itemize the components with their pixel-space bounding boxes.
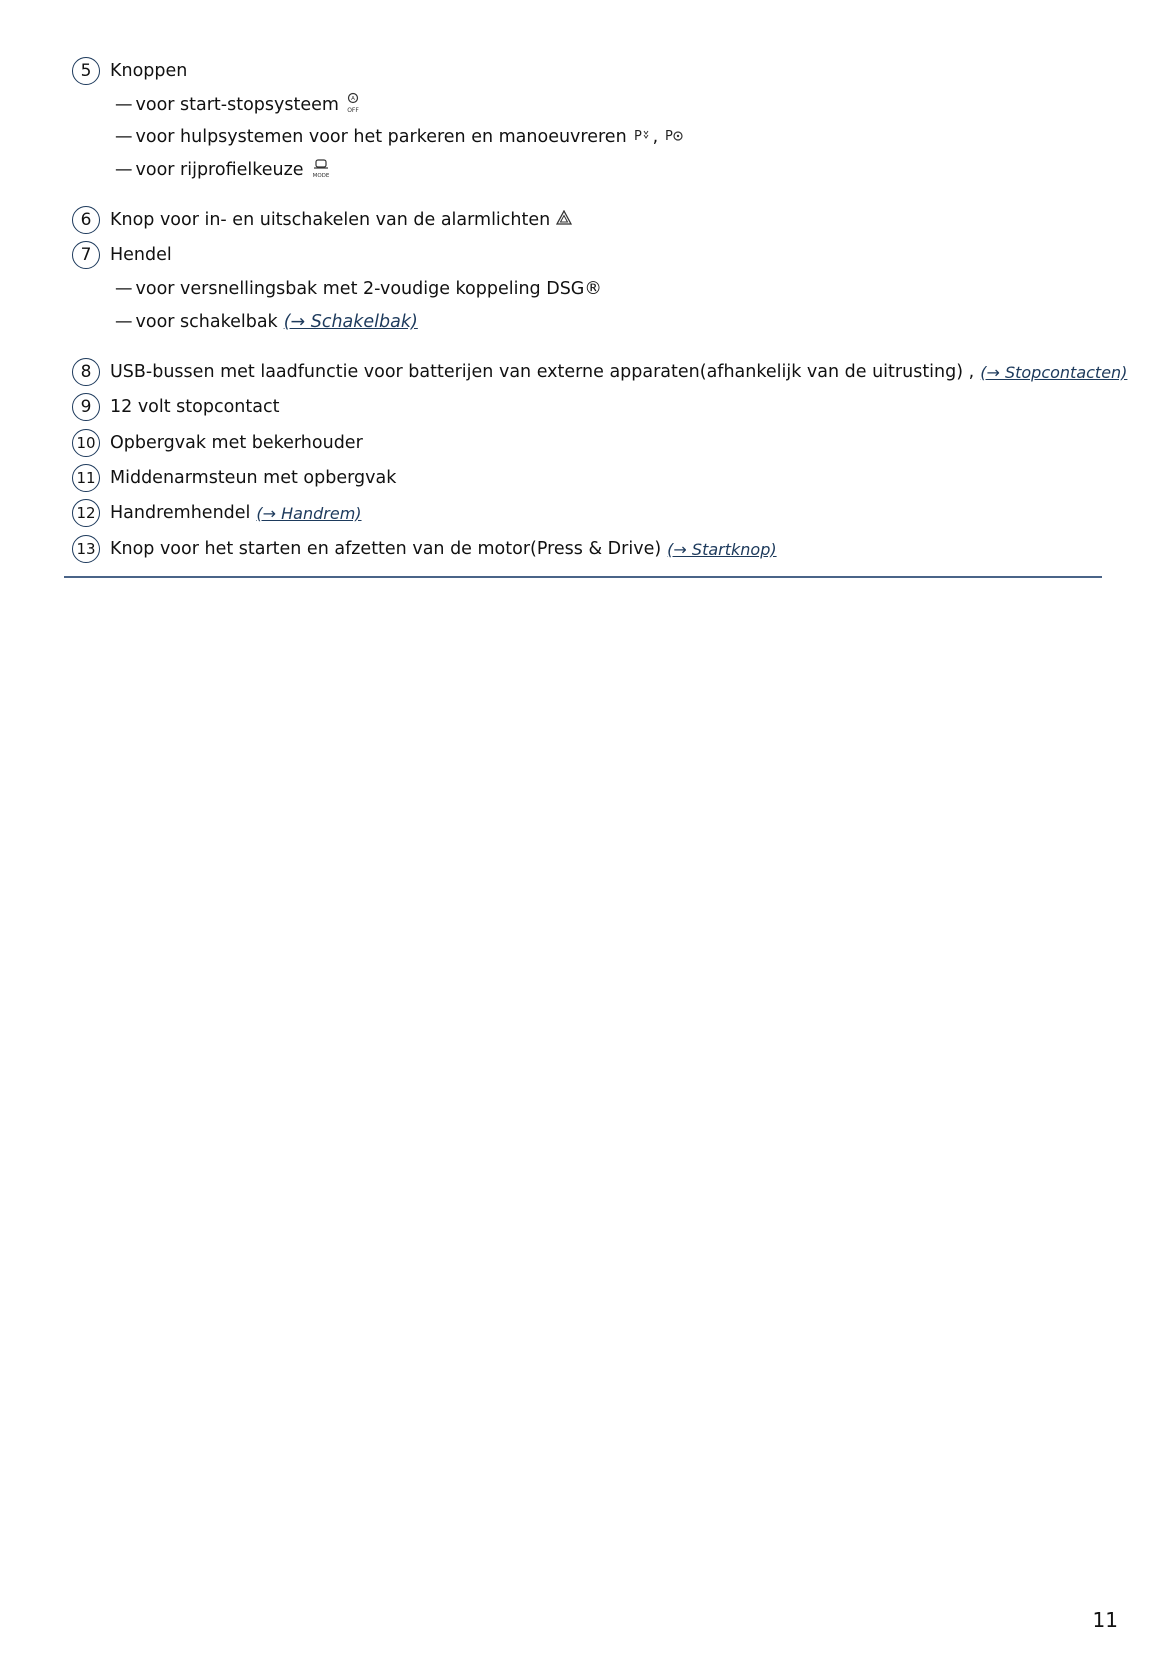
item-label: Knop voor in- en uitschakelen van de alarmlichten bbox=[110, 210, 551, 230]
sub-item-park-assist bbox=[115, 124, 684, 150]
list-item-9 bbox=[72, 392, 279, 422]
svg-text:P: P bbox=[665, 128, 674, 144]
list-item-13 bbox=[72, 534, 777, 564]
item-label: Middenarmsteun met opbergvak bbox=[110, 468, 397, 488]
sub-item-label: voor rijprofielkeuze bbox=[135, 160, 304, 180]
item-number-badge: 5 bbox=[72, 57, 100, 85]
dash: — bbox=[115, 312, 133, 332]
svg-text:MODE: MODE bbox=[312, 172, 329, 179]
item-number-badge: 9 bbox=[72, 393, 100, 421]
svg-text:A: A bbox=[351, 95, 355, 102]
item-label: Knop voor het starten en afzetten van de motor(Press & Drive) bbox=[110, 539, 662, 559]
dash: — bbox=[115, 95, 133, 115]
item-number-badge: 11 bbox=[72, 464, 100, 492]
item-number-badge: 8 bbox=[72, 358, 100, 386]
item-label: USB-bussen met laadfunctie voor batterijen van externe apparaten(afhankelijk van de uitrusting) , bbox=[110, 362, 975, 382]
svg-text:P: P bbox=[633, 128, 642, 144]
link-handrem[interactable]: (→ Handrem) bbox=[256, 503, 362, 523]
sub-item-drive-mode bbox=[115, 157, 332, 183]
sub-item-manual-gearbox bbox=[115, 309, 418, 335]
link-schakelbak[interactable]: (→ Schakelbak) bbox=[283, 312, 418, 332]
sub-item-label: voor start-stopsysteem bbox=[135, 95, 339, 115]
dash: — bbox=[115, 160, 133, 180]
sub-item-label: voor versnellingsbak met 2-voudige koppeling DSG® bbox=[135, 279, 602, 299]
sub-item-dsg bbox=[115, 276, 602, 302]
list-item-8 bbox=[72, 357, 1127, 387]
dash: — bbox=[115, 279, 133, 299]
list-item-10 bbox=[72, 428, 363, 458]
park-assist-icon bbox=[633, 126, 653, 149]
item-label: Knoppen bbox=[110, 61, 188, 81]
link-stopcontacten[interactable]: (→ Stopcontacten) bbox=[980, 362, 1128, 382]
list-item-6 bbox=[72, 205, 572, 235]
item-label: 12 volt stopcontact bbox=[110, 397, 280, 417]
separator: , bbox=[652, 127, 659, 147]
list-item-7 bbox=[72, 240, 172, 270]
sub-item-label: voor schakelbak bbox=[135, 312, 278, 332]
link-startknop[interactable]: (→ Startknop) bbox=[667, 539, 777, 559]
item-number-badge: 10 bbox=[72, 429, 100, 457]
item-label: Hendel bbox=[110, 245, 172, 265]
list-item-11 bbox=[72, 463, 396, 493]
hazard-warning-icon bbox=[556, 210, 572, 230]
dash: — bbox=[115, 127, 133, 147]
svg-text:OFF: OFF bbox=[347, 106, 359, 114]
section-divider bbox=[64, 576, 1102, 578]
drive-mode-icon bbox=[310, 157, 332, 184]
item-label: Handremhendel bbox=[110, 503, 251, 523]
park-steering-icon bbox=[664, 126, 684, 149]
item-number-badge: 12 bbox=[72, 499, 100, 527]
item-number-badge: 6 bbox=[72, 206, 100, 234]
item-number-badge: 13 bbox=[72, 535, 100, 563]
item-number-badge: 7 bbox=[72, 241, 100, 269]
sub-item-label: voor hulpsystemen voor het parkeren en manoeuvreren bbox=[135, 127, 627, 147]
item-label: Opbergvak met bekerhouder bbox=[110, 433, 363, 453]
sub-item-start-stop bbox=[115, 92, 361, 118]
list-item-5 bbox=[72, 56, 187, 86]
page-number: 11 bbox=[1092, 1608, 1118, 1632]
list-item-12 bbox=[72, 498, 362, 528]
start-stop-off-icon bbox=[345, 92, 361, 119]
